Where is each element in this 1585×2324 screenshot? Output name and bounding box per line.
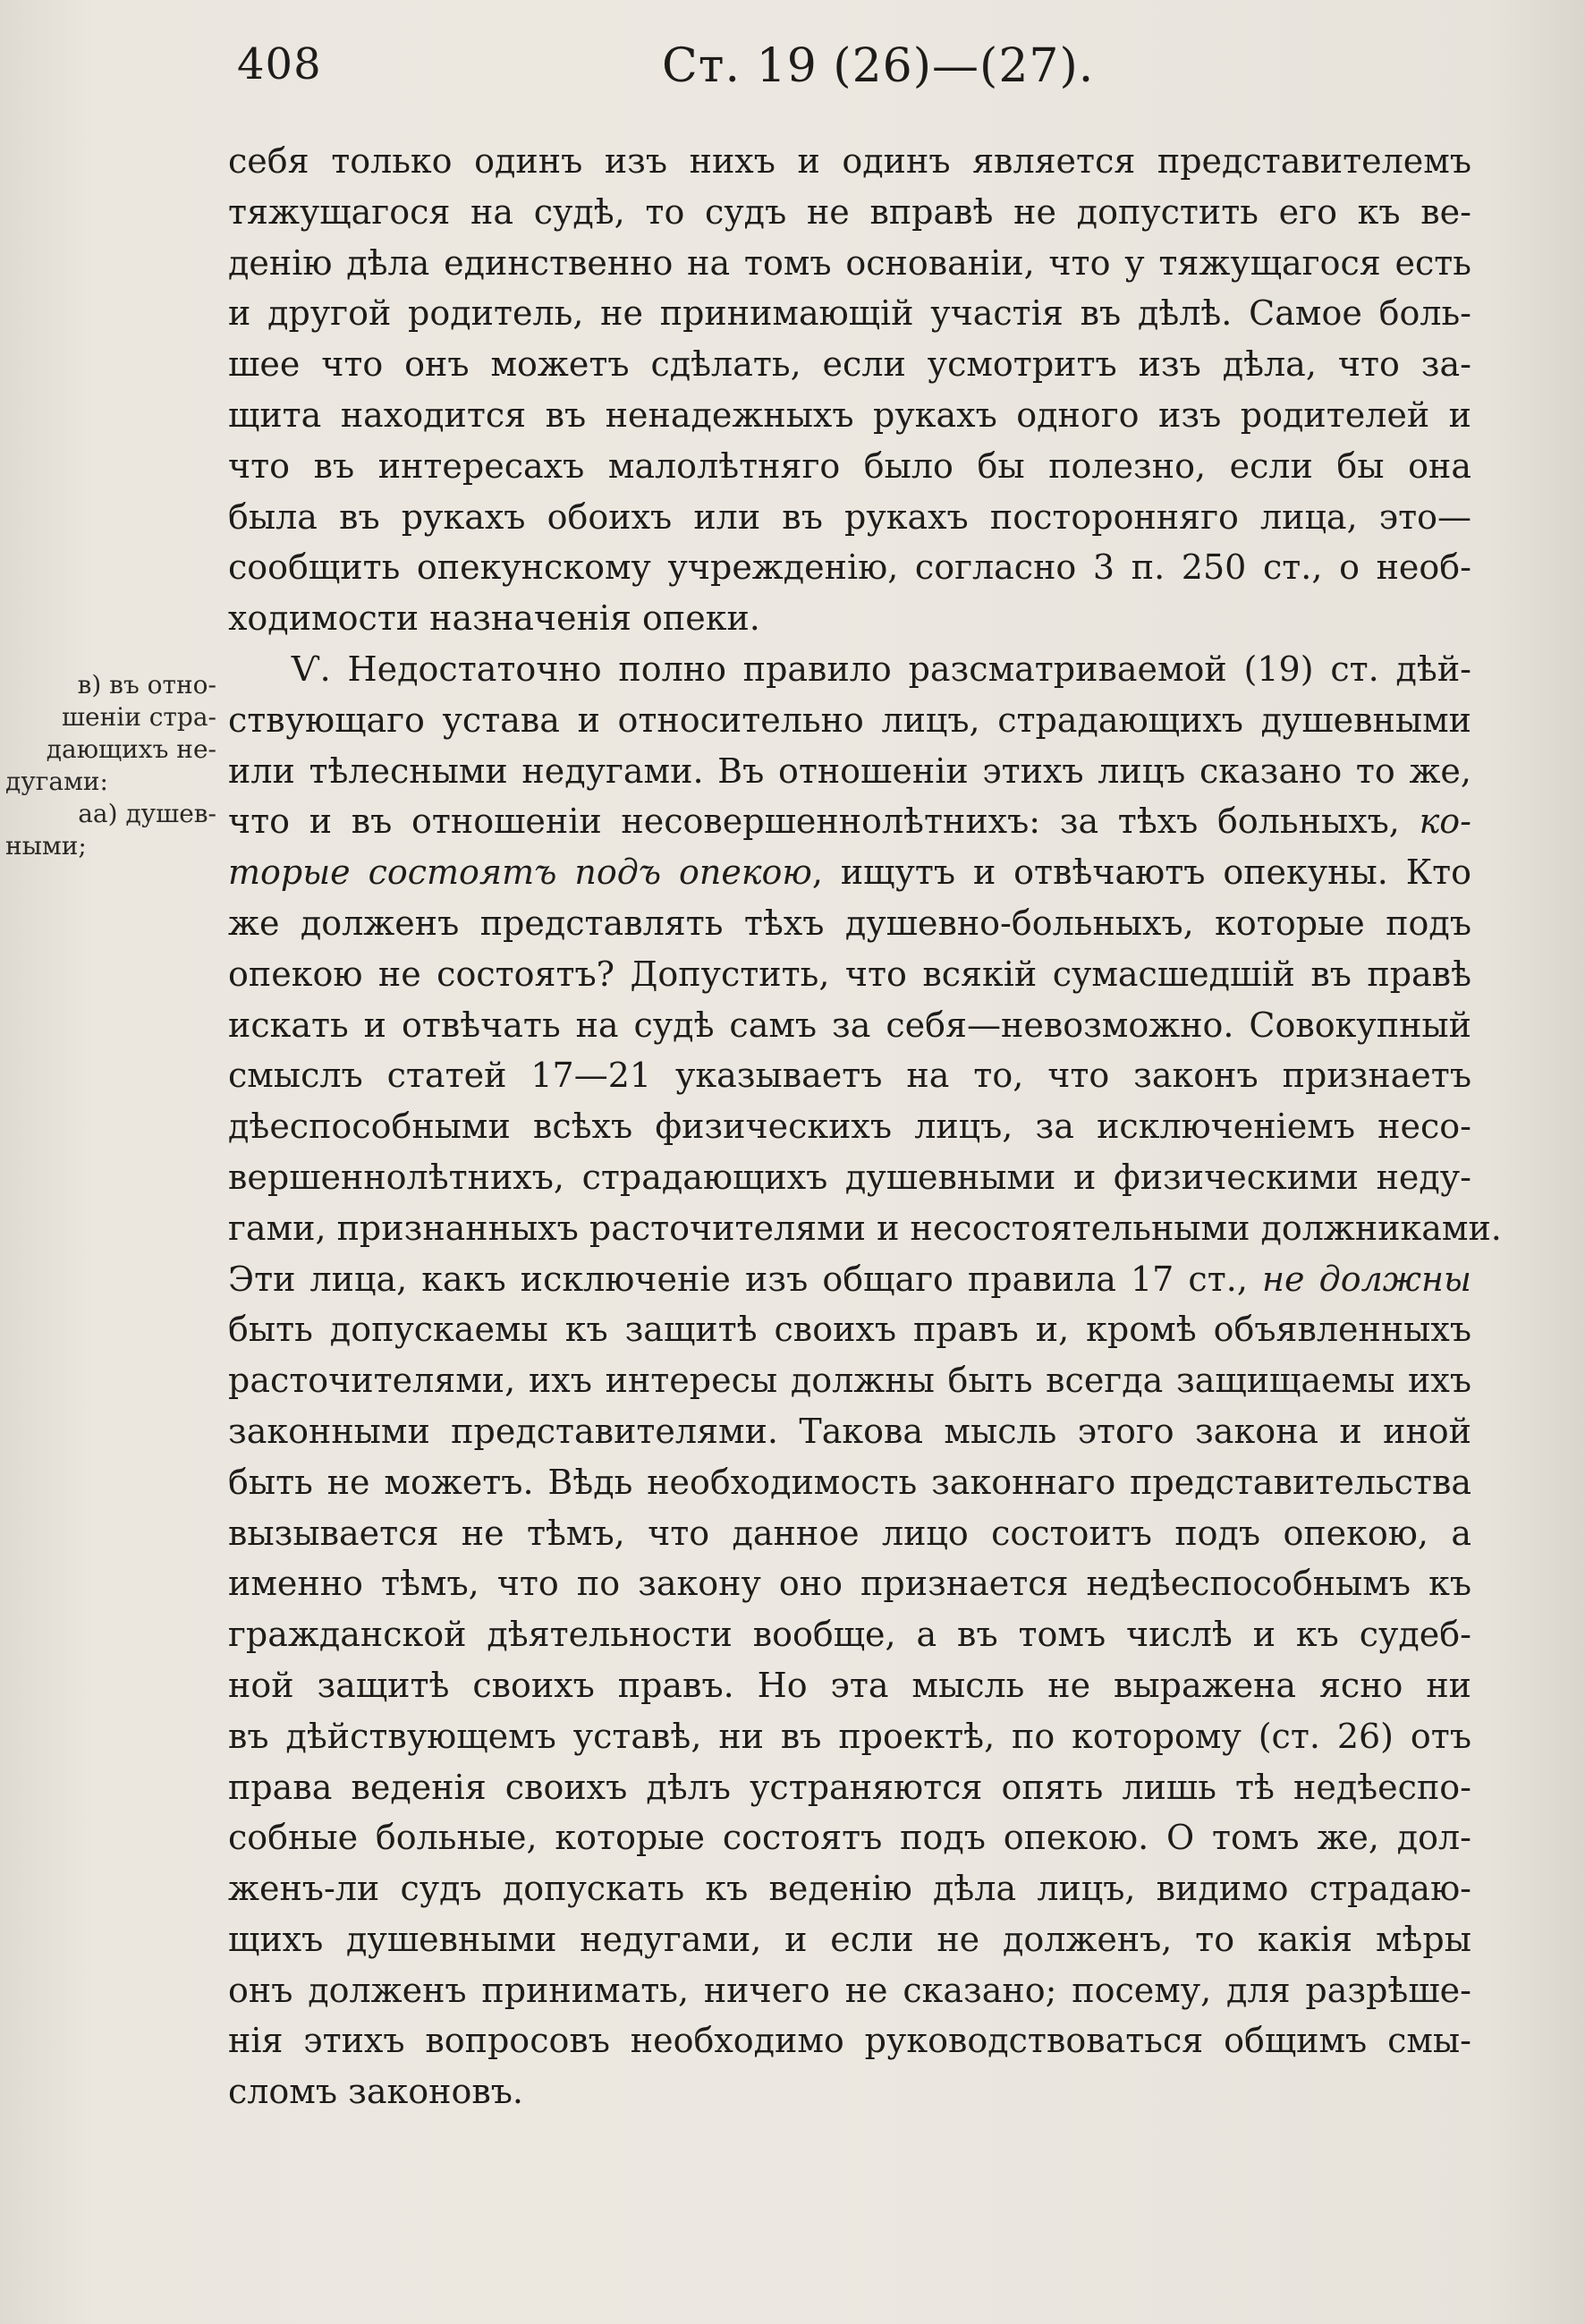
margin-note-line: аа) душев- xyxy=(78,799,216,828)
text-line: законными представителями. Такова мысль этого закона и иной xyxy=(228,1411,1471,1451)
text-line: опекою не состоятъ? Допустить, что всякій сумасшедшій въ правѣ xyxy=(228,954,1471,994)
page-header xyxy=(0,34,1585,115)
text-line: что въ интересахъ малолѣтняго было бы полезно, если бы она xyxy=(228,445,1471,486)
page-number: 408 xyxy=(237,39,322,89)
margin-note-line: ными; xyxy=(5,831,87,861)
text-line xyxy=(228,1254,1471,1305)
text-line: была въ рукахъ обоихъ или въ рукахъ посторонняго лица, это— xyxy=(228,496,1471,537)
text-line: Ѵ. Недостаточно полно правило разсматриваемой (19) ст. дѣй- xyxy=(291,649,1471,689)
paragraph-2 xyxy=(228,644,1502,2117)
text-segment: что и въ отношеніи несовершеннолѣтнихъ: за тѣхъ больныхъ, xyxy=(228,802,1420,842)
text-line: щихъ душевными недугами, и если не долженъ, то какія мѣры xyxy=(228,1919,1471,1959)
text-line: дѣеспособными всѣхъ физическихъ лицъ, за исключеніемъ несо- xyxy=(228,1107,1471,1147)
text-line: шее что онъ можетъ сдѣлать, если усмотритъ изъ дѣла, что за- xyxy=(228,344,1471,385)
margin-note-line: дающихъ не- xyxy=(46,734,216,764)
text-line xyxy=(228,847,1471,898)
italic-segment: торые состоятъ подъ опекою xyxy=(228,852,812,893)
text-line: себя только одинъ изъ нихъ и одинъ является представителемъ xyxy=(228,141,1471,181)
margin-note-line: в) въ отно- xyxy=(77,670,216,700)
text-segment: , ищутъ и отвѣчаютъ опекуны. Кто xyxy=(811,852,1472,893)
text-line: денію дѣла единственно на томъ основаніи, что у тяжущагося есть xyxy=(228,242,1471,283)
text-line: и другой родитель, не принимающій участія въ дѣлѣ. Самое боль- xyxy=(228,293,1471,334)
running-head: Ст. 19 (26)—(27). xyxy=(662,39,1095,93)
text-line: гами, признанныхъ расточителями и несостоятельными должниками. xyxy=(228,1208,1502,1248)
text-line: вершеннолѣтнихъ, страдающихъ душевными и физическими неду- xyxy=(228,1157,1471,1197)
text-line: ходимости назначенія опеки. xyxy=(228,598,760,639)
text-line: быть не можетъ. Вѣдь необходимость законнаго представительства xyxy=(228,1462,1471,1502)
text-line: въ дѣйствующемъ уставѣ, ни въ проектѣ, по которому (ст. 26) отъ xyxy=(228,1716,1471,1756)
text-line: ствующаго устава и относительно лицъ, страдающихъ душевными xyxy=(228,700,1471,740)
text-line: именно тѣмъ, что по закону оно признается недѣеспособнымъ къ xyxy=(228,1564,1471,1604)
text-line: нія этихъ вопросовъ необходимо руководствоваться общимъ смы- xyxy=(228,2021,1471,2061)
italic-segment: ко- xyxy=(1419,802,1471,842)
text-line: вызывается не тѣмъ, что данное лицо состоитъ подъ опекою, а xyxy=(228,1513,1471,1553)
margin-note-line: шеніи стра- xyxy=(61,702,216,732)
text-line: сообщить опекунскому учрежденію, согласно 3 п. 250 ст., о необ- xyxy=(228,547,1471,588)
text-line: щита находится въ ненадежныхъ рукахъ одного изъ родителей и xyxy=(228,394,1471,435)
text-line: сломъ законовъ. xyxy=(228,2072,523,2112)
text-line: расточителями, ихъ интересы должны быть всегда защищаемы ихъ xyxy=(228,1361,1471,1401)
text-line: гражданской дѣятельности вообще, а въ томъ числѣ и къ судеб- xyxy=(228,1615,1471,1655)
text-line: же долженъ представлять тѣхъ душевно-больныхъ, которые подъ xyxy=(228,903,1471,943)
text-segment: Эти лица, какъ исключеніе изъ общаго правила 17 ст., xyxy=(228,1259,1263,1299)
text-line: собные больные, которые состоятъ подъ опекою. О томъ же, дол- xyxy=(228,1818,1471,1858)
body-text xyxy=(228,136,1502,2117)
margin-note-line: дугами: xyxy=(5,767,108,796)
text-line: женъ-ли судъ допускать къ веденію дѣла лицъ, видимо страдаю- xyxy=(228,1869,1471,1909)
italic-segment: не должны xyxy=(1262,1259,1471,1299)
text-line: ной защитѣ своихъ правъ. Но эта мысль не выражена ясно ни xyxy=(228,1665,1471,1705)
text-line: или тѣлесными недугами. Въ отношеніи этихъ лицъ сказано то же, xyxy=(228,751,1471,791)
text-line: быть допускаемы къ защитѣ своихъ правъ и, кромѣ объявленныхъ xyxy=(228,1310,1471,1350)
text-line: онъ долженъ принимать, ничего не сказано; посему, для разрѣше- xyxy=(228,1970,1471,2010)
text-line: искать и отвѣчать на судѣ самъ за себя—невозможно. Совокупный xyxy=(228,1005,1471,1045)
text-line: тяжущагося на судѣ, то судъ не вправѣ не допустить его къ ве- xyxy=(228,191,1471,232)
text-line xyxy=(228,796,1471,847)
margin-note xyxy=(5,669,216,862)
paragraph-1 xyxy=(228,136,1471,644)
text-line: смыслъ статей 17—21 указываетъ на то, что законъ признаетъ xyxy=(228,1056,1471,1096)
text-line: права веденія своихъ дѣлъ устраняются опять лишь тѣ недѣеспо- xyxy=(228,1767,1471,1807)
